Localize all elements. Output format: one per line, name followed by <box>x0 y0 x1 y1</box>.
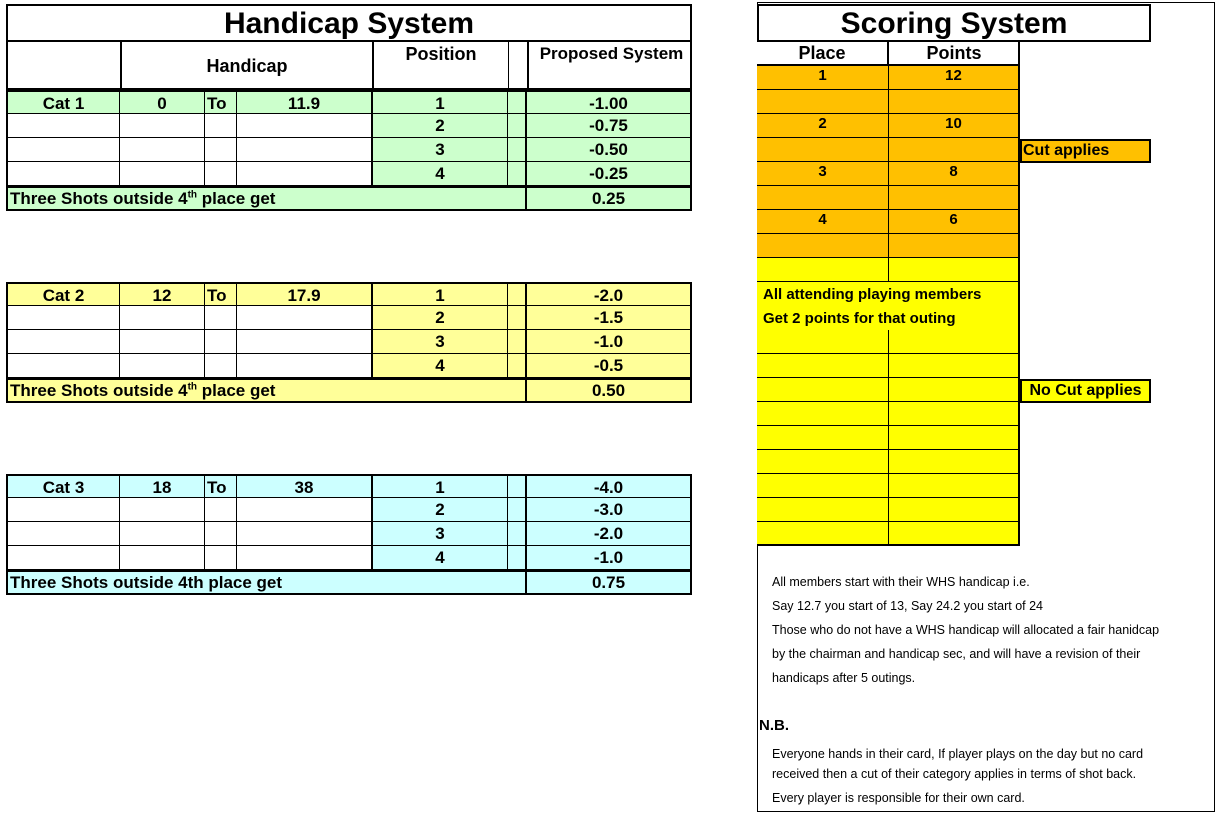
empty-cell <box>508 306 527 330</box>
points-cell <box>889 234 1020 258</box>
empty-cell <box>6 354 120 378</box>
empty-cell <box>508 330 527 354</box>
place-cell <box>757 330 889 354</box>
attending-line-2: Get 2 points for that outing <box>763 310 956 327</box>
handicap-to: 38 <box>237 474 372 498</box>
proposed-value-cell: -0.25 <box>527 162 692 186</box>
place-cell: 2 <box>757 114 889 138</box>
position-cell: 3 <box>372 522 508 546</box>
empty-cell <box>508 282 527 306</box>
note-line: handicaps after 5 outings. <box>772 671 916 685</box>
note-line: Say 12.7 you start of 13, Say 24.2 you start of 24 <box>772 599 1043 613</box>
points-cell <box>889 522 1020 546</box>
place-cell <box>757 186 889 210</box>
empty-cell <box>120 546 205 570</box>
proposed-value-cell: -4.0 <box>527 474 692 498</box>
empty-cell <box>508 90 527 114</box>
points-cell <box>889 258 1020 282</box>
points-cell: 12 <box>889 66 1020 90</box>
points-cell <box>889 138 1020 162</box>
points-cell: 10 <box>889 114 1020 138</box>
nb-note-line: Every player is responsible for their own card. <box>772 791 1025 805</box>
empty-cell <box>508 354 527 378</box>
proposed-value-cell: -1.5 <box>527 306 692 330</box>
empty-cell <box>508 522 527 546</box>
proposed-value-cell: -0.50 <box>527 138 692 162</box>
proposed-value-cell: -2.0 <box>527 522 692 546</box>
nb-note-line: received then a cut of their category applies in terms of shot back. <box>772 767 1137 781</box>
note-line: All members start with their WHS handicap i.e. <box>772 575 1030 589</box>
empty-cell <box>6 306 120 330</box>
empty-cell <box>508 114 527 138</box>
empty-cell <box>508 546 527 570</box>
empty-cell <box>237 162 372 186</box>
empty-cell <box>508 138 527 162</box>
scoring-title: Scoring System <box>757 4 1151 42</box>
category-name: Cat 3 <box>6 474 120 498</box>
empty-cell <box>205 114 237 138</box>
proposed-value-cell: -2.0 <box>527 282 692 306</box>
place-header: Place <box>798 43 846 63</box>
proposed-value-cell: -3.0 <box>527 498 692 522</box>
empty-cell <box>205 330 237 354</box>
handicap-from: 18 <box>120 474 205 498</box>
points-cell <box>889 498 1020 522</box>
handicap-title: Handicap System <box>6 4 692 42</box>
empty-cell <box>237 522 372 546</box>
empty-cell <box>120 354 205 378</box>
three-shots-value: 0.25 <box>525 186 692 211</box>
handicap-header-row <box>6 42 692 90</box>
empty-cell <box>237 546 372 570</box>
three-shots-footer: Three Shots outside 4th place get <box>6 186 527 211</box>
handicap-to: 17.9 <box>237 282 372 306</box>
position-cell: 3 <box>372 330 508 354</box>
place-cell <box>757 426 889 450</box>
position-cell: 4 <box>372 546 508 570</box>
note-line: Those who do not have a WHS handicap will allocated a fair hanidcap <box>772 623 1160 637</box>
proposed-value-cell: -1.0 <box>527 330 692 354</box>
three-shots-value: 0.75 <box>525 570 692 595</box>
to-label: To <box>205 282 237 306</box>
position-cell: 4 <box>372 162 508 186</box>
empty-cell <box>205 306 237 330</box>
empty-cell <box>120 306 205 330</box>
points-cell: 8 <box>889 162 1020 186</box>
category-name: Cat 2 <box>6 282 120 306</box>
place-cell <box>757 450 889 474</box>
proposed-value-cell: -0.75 <box>527 114 692 138</box>
empty-cell <box>508 474 527 498</box>
three-shots-value: 0.50 <box>525 378 692 403</box>
no-cut-applies-label: No Cut applies <box>1020 379 1151 403</box>
empty-cell <box>205 162 237 186</box>
empty-cell <box>205 546 237 570</box>
empty-cell <box>6 498 120 522</box>
handicap-to: 11.9 <box>237 90 372 114</box>
empty-cell <box>508 498 527 522</box>
nb-note-line: Everyone hands in their card, If player plays on the day but no card <box>772 747 1144 761</box>
scoring-header-row <box>757 42 1020 66</box>
position-cell: 2 <box>372 114 508 138</box>
empty-cell <box>6 330 120 354</box>
position-cell: 4 <box>372 354 508 378</box>
empty-cell <box>205 498 237 522</box>
attending-line-1: All attending playing members <box>763 286 982 303</box>
empty-cell <box>6 522 120 546</box>
empty-cell <box>205 138 237 162</box>
place-cell: 3 <box>757 162 889 186</box>
points-cell <box>889 186 1020 210</box>
note-line: by the chairman and handicap sec, and will have a revision of their <box>772 647 1141 661</box>
nb-label: N.B. <box>759 717 789 734</box>
empty-cell <box>6 162 120 186</box>
empty-cell <box>120 138 205 162</box>
empty-cell <box>237 330 372 354</box>
proposed-value-cell: -1.0 <box>527 546 692 570</box>
position-cell: 2 <box>372 498 508 522</box>
place-cell <box>757 498 889 522</box>
empty-cell <box>120 522 205 546</box>
empty-cell <box>6 546 120 570</box>
points-cell <box>889 450 1020 474</box>
empty-cell <box>237 306 372 330</box>
empty-cell <box>6 114 120 138</box>
handicap-from: 12 <box>120 282 205 306</box>
position-cell: 1 <box>372 90 508 114</box>
points-header: Points <box>926 43 982 63</box>
three-shots-footer: Three Shots outside 4th place get <box>6 570 527 595</box>
handicap-column-header: Handicap <box>206 56 288 76</box>
points-cell <box>889 402 1020 426</box>
empty-cell <box>120 330 205 354</box>
proposed-value-cell: -0.5 <box>527 354 692 378</box>
cut-applies-label: Cut applies <box>1020 139 1151 163</box>
position-cell: 1 <box>372 474 508 498</box>
place-cell <box>757 474 889 498</box>
position-cell: 2 <box>372 306 508 330</box>
empty-cell <box>205 522 237 546</box>
place-cell <box>757 138 889 162</box>
to-label: To <box>205 90 237 114</box>
position-cell: 3 <box>372 138 508 162</box>
empty-cell <box>6 138 120 162</box>
place-cell <box>757 522 889 546</box>
position-column-header: Position <box>405 44 477 64</box>
position-cell: 1 <box>372 282 508 306</box>
proposed-value-cell: -1.00 <box>527 90 692 114</box>
empty-cell <box>120 162 205 186</box>
place-cell <box>757 354 889 378</box>
empty-cell <box>508 162 527 186</box>
empty-cell <box>237 138 372 162</box>
place-cell <box>757 378 889 402</box>
empty-cell <box>205 354 237 378</box>
empty-cell <box>237 114 372 138</box>
place-cell: 1 <box>757 66 889 90</box>
points-cell <box>889 474 1020 498</box>
points-cell <box>889 354 1020 378</box>
place-cell <box>757 402 889 426</box>
points-cell: 6 <box>889 210 1020 234</box>
empty-cell <box>120 114 205 138</box>
empty-cell <box>237 354 372 378</box>
category-name: Cat 1 <box>6 90 120 114</box>
to-label: To <box>205 474 237 498</box>
place-cell <box>757 258 889 282</box>
place-cell <box>757 90 889 114</box>
points-cell <box>889 330 1020 354</box>
proposed-system-header: Proposed System <box>539 44 684 63</box>
points-cell <box>889 378 1020 402</box>
handicap-from: 0 <box>120 90 205 114</box>
points-cell <box>889 426 1020 450</box>
place-cell <box>757 234 889 258</box>
empty-cell <box>120 498 205 522</box>
points-cell <box>889 90 1020 114</box>
three-shots-footer: Three Shots outside 4th place get <box>6 378 527 403</box>
place-cell: 4 <box>757 210 889 234</box>
empty-cell <box>237 498 372 522</box>
